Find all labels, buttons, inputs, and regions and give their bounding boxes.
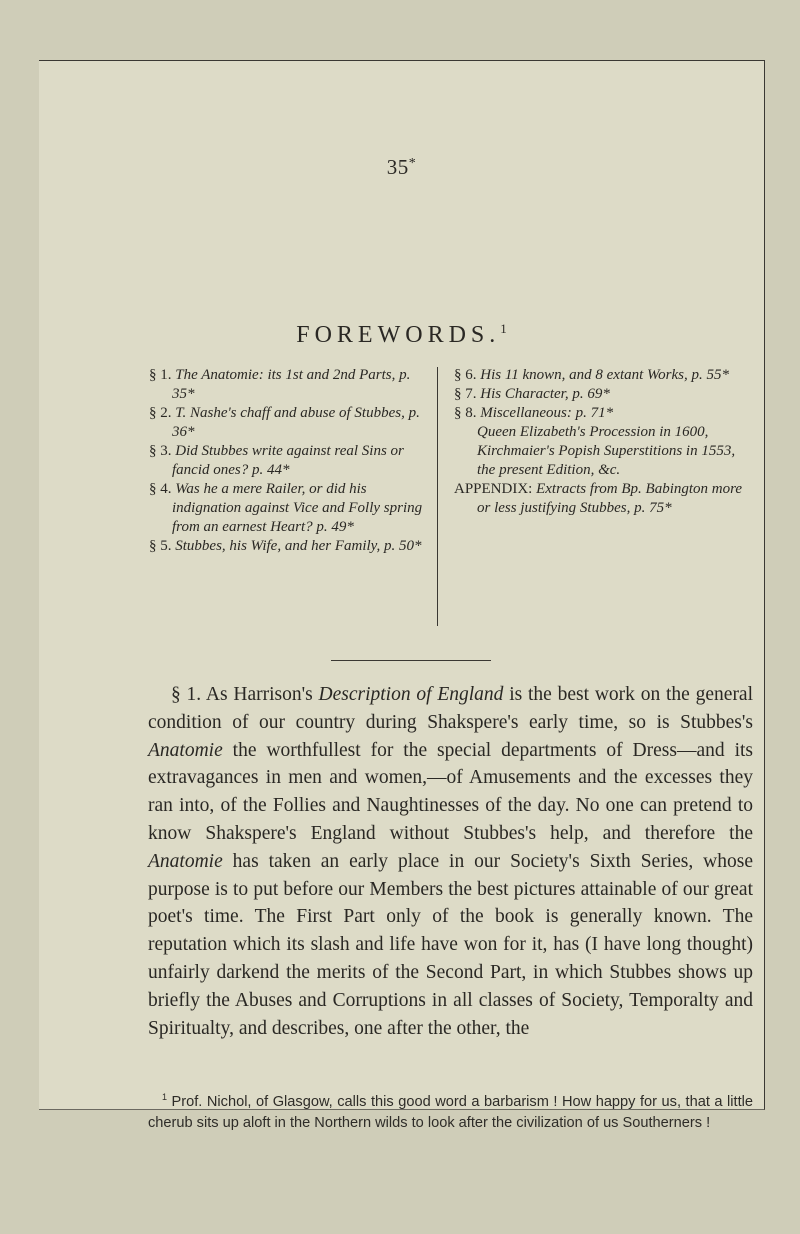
contents-item: § 3. Did Stubbes write against real Sins or fancid ones? p. 44* [149, 443, 404, 478]
contents-item: § 4. Was he a mere Railer, or did his indignation against Vice and Folly spring from an earnest Heart? p. 49* [149, 481, 423, 535]
footnote [148, 1087, 753, 1134]
contents-item-continuation: Queen Elizabeth's Procession in 1600, Kirchmaier's Popish Superstitions in 1553, the present Edition, &c. [477, 424, 736, 478]
heading-text: FOREWORDS. [296, 322, 501, 348]
paragraph: § 1. As Harrison's Description of England is the best work on the general condition of our country during Shakspere's early time, so is Stubbes's Anatomie the worthfullest for the special departments of Dress—and its extravagances in men and women,—of Amusements and the excesses they ran into, of the Follies and Naughtinesses of the day. No one can pretend to know Shakspere's England without Stubbes's help, and therefore the Anatomie has taken an early place in our Society's Sixth Series, whose purpose is to put before our Members the best pictures attainable of our great poet's time. The First Part only of the book is generally known. The reputation which its slash and life have won for it, has (I have long thought) unfairly darkend the merits of the Second Part, in which Stubbes shows up briefly the Abuses and Corruptions in all classes of Society, Temporalty and Spiritualty, and describes, one after the other, the [148, 684, 754, 1039]
footnote-mark: 1 [162, 1092, 168, 1102]
page-number-mark: * [408, 156, 417, 171]
heading-footnote-mark: 1 [500, 321, 507, 336]
title-reference: Description of England [318, 684, 504, 705]
contents-left-column [149, 366, 429, 556]
contents-item: § 7. His Character, p. 69* [454, 386, 610, 402]
contents-item: § 8. Miscellaneous: p. 71* [454, 405, 614, 421]
contents-item: § 1. The Anatomie: its 1st and 2nd Parts, p. 35* [149, 367, 411, 402]
body-paragraph [148, 681, 753, 1042]
page-number [39, 155, 764, 180]
title-reference: Anatomie [148, 850, 223, 872]
page-title [39, 321, 764, 349]
book-page [39, 60, 765, 1131]
contents-item: § 5. Stubbes, his Wife, and her Family, p. 50* [149, 538, 422, 554]
title-reference: Anatomie [148, 739, 223, 761]
contents-right-column [454, 366, 744, 518]
contents-divider [437, 367, 438, 626]
section-rule [331, 660, 491, 661]
contents-item: § 2. T. Nashe's chaff and abuse of Stubbes, p. 36* [149, 405, 420, 440]
page-number-value: 35 [386, 155, 409, 179]
footnote-text: $^1$ Prof. Nichol, of Glasgow, calls this good word a barbarism ! How happy for us, that a little cherub sits up aloft in the Northern wilds to look after the civilization of us Southerners ! [148, 1092, 753, 1131]
contents-item: § 6. His 11 known, and 8 extant Works, p. 55* [454, 367, 729, 383]
contents-item: APPENDIX: Extracts from Bp. Babington more or less justifying Stubbes, p. 75* [454, 481, 743, 516]
